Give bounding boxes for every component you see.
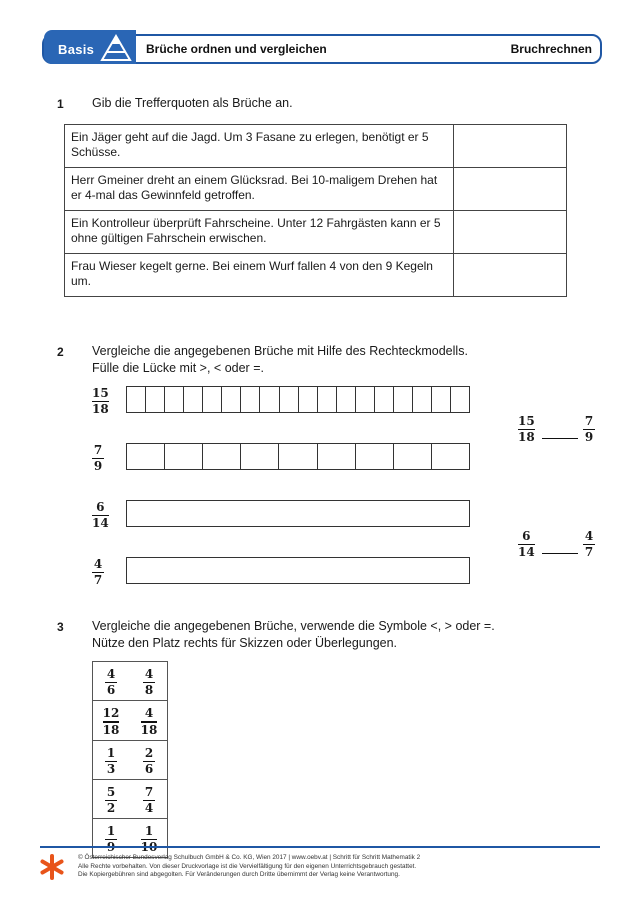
footer-copyright	[78, 854, 578, 880]
task3-instruction-line1: Vergleiche die angegebenen Brüche, verwende die Symbole <, > oder =.	[92, 619, 495, 633]
table-row	[65, 168, 567, 211]
table-row	[65, 211, 567, 254]
task1-answer-cell[interactable]	[454, 254, 567, 297]
task1-row-text: Ein Jäger geht auf die Jagd. Um 3 Fasane zu erlegen, benötigt er 5 Schüsse.	[65, 125, 454, 168]
rectangle-cell[interactable]	[318, 387, 337, 412]
denominator: 9	[93, 459, 103, 474]
task2-number: 2	[57, 345, 64, 359]
numerator: 7	[584, 414, 594, 428]
task3-instruction-line2: Nütze den Platz rechts für Skizzen oder Überlegungen.	[92, 636, 398, 650]
footer-line: © Österreichischer Bundesverlag Schulbuch GmbH & Co. KG, Wien 2017 | www.oebv.at | Schritt für Schritt Mathematik 2	[78, 854, 421, 861]
rectangle-cell[interactable]	[394, 387, 413, 412]
fraction: $\frac{4}{18}$	[140, 706, 158, 737]
denominator: 9	[584, 430, 594, 445]
task1-number: 1	[57, 97, 64, 111]
fraction: 1	[141, 825, 158, 854]
fraction: $\frac{2}{6}$	[144, 745, 154, 776]
rectangle-cell[interactable]	[165, 387, 184, 412]
worksheet-title: Brüche ordnen und vergleichen	[146, 42, 327, 56]
footer-line: Die Kopiergebühren sind abgegolten. Für Veränderungen durch Dritte übernimmt der Verlag keine Verantwortung.	[78, 871, 400, 879]
rectangle-cell[interactable]	[203, 444, 241, 469]
table-row	[93, 779, 168, 818]
fraction-6-14	[92, 501, 109, 530]
rectangle-cell[interactable]	[451, 387, 469, 412]
numerator: 15	[92, 386, 109, 400]
rectangle-cell[interactable]	[184, 387, 203, 412]
task2-instruction-line1: Vergleiche die angegebenen Brüche mit Hilfe des Rechteckmodells.	[92, 344, 468, 358]
task1-answer-cell[interactable]	[454, 211, 567, 254]
footer-divider	[40, 846, 600, 848]
rectangle-cell[interactable]	[146, 387, 165, 412]
rectangle-cell[interactable]	[413, 387, 432, 412]
task1-answer-cell[interactable]	[454, 168, 567, 211]
task3-number: 3	[57, 620, 64, 634]
numerator: 4	[584, 529, 594, 543]
numerator: 6	[522, 529, 531, 543]
rectangle-cell[interactable]	[222, 387, 241, 412]
rectangle-cell[interactable]	[127, 387, 146, 412]
denominator: 14	[518, 545, 535, 560]
table-row	[93, 701, 168, 740]
rectangle-cell[interactable]	[337, 387, 356, 412]
task1-table	[64, 124, 567, 297]
rectangle-cell[interactable]	[280, 387, 299, 412]
rectangle-model-18[interactable]	[126, 386, 470, 413]
rectangle-model-9[interactable]	[126, 443, 470, 470]
comparison2-right-fraction	[583, 530, 595, 559]
rectangle-model-empty[interactable]	[126, 500, 470, 527]
table-row	[93, 819, 168, 858]
rectangle-cell[interactable]	[375, 387, 394, 412]
denominator: 14	[92, 516, 109, 531]
task1-instruction: Gib die Trefferquoten als Brüche an.	[92, 96, 293, 110]
comparison2-left-fraction	[518, 530, 535, 559]
rectangle-cell[interactable]	[318, 444, 356, 469]
rectangle-cell[interactable]	[203, 387, 222, 412]
denominator: 7	[93, 573, 103, 588]
footer-line: Alle Rechte vorbehalten. Von dieser Druckvorlage ist die Vervielfältigung für den eigenen Unterrichtsgebrauch gestattet.	[78, 862, 417, 870]
rectangle-cell[interactable]	[241, 387, 260, 412]
fraction-15-18	[92, 387, 109, 416]
task1-row-text: Herr Gmeiner dreht an einem Glücksrad. Bei 10-maligem Drehen hat er 4-mal das Gewinnfeld getroffen.	[65, 168, 454, 211]
fraction: $\frac{5}{2}$	[106, 784, 116, 816]
denominator: 7	[584, 545, 594, 560]
rectangle-cell[interactable]	[394, 444, 432, 469]
task1-row-text: Frau Wieser kegelt gerne. Bei einem Wurf fallen 4 von den 9 Kegeln um.	[65, 254, 454, 297]
fraction: 1	[105, 825, 117, 854]
rectangle-cell[interactable]	[127, 444, 165, 469]
table-row	[93, 662, 168, 701]
fraction: $\frac{7}{4}$	[144, 784, 154, 816]
rectangle-cell[interactable]	[356, 387, 375, 412]
fraction: $\frac{4}{6}$	[106, 667, 116, 698]
publisher-logo-icon	[38, 852, 66, 882]
table-row	[65, 125, 567, 168]
task1-answer-cell[interactable]	[454, 125, 567, 168]
rectangle-cell[interactable]	[432, 387, 451, 412]
level-badge-label: Basis	[58, 42, 95, 57]
rectangle-cell[interactable]	[432, 444, 469, 469]
denominator: 18	[518, 430, 535, 445]
task2-instruction-line2: Fülle die Lücke mit >, < oder =.	[92, 361, 264, 375]
worksheet-topic: Bruchrechnen	[510, 42, 592, 56]
numerator: 6	[96, 500, 105, 514]
numerator: 4	[93, 557, 103, 571]
fraction: $\frac{12}{18}$	[102, 706, 120, 737]
fraction-7-9	[92, 444, 104, 473]
rectangle-cell[interactable]	[241, 444, 279, 469]
task3-table	[92, 661, 168, 858]
fraction: $\frac{1}{3}$	[106, 745, 116, 776]
comparison2-gap-line[interactable]	[542, 553, 578, 554]
denominator: 18	[92, 402, 109, 417]
table-row	[65, 254, 567, 297]
fraction: $\frac{4}{8}$	[144, 667, 154, 698]
rectangle-cell[interactable]	[165, 444, 203, 469]
triangle-level-icon	[100, 34, 132, 62]
rectangle-cell[interactable]	[356, 444, 394, 469]
rectangle-cell[interactable]	[260, 387, 279, 412]
numerator: 7	[93, 443, 103, 457]
comparison1-gap-line[interactable]	[542, 438, 578, 439]
rectangle-cell[interactable]	[279, 444, 317, 469]
fraction-4-7	[92, 558, 104, 587]
table-row	[93, 740, 168, 779]
task1-row-text: Ein Kontrolleur überprüft Fahrscheine. Unter 12 Fahrgästen kann er 5 ohne gültigen Fahrschein erwischen.	[65, 211, 454, 254]
comparison1-left-fraction	[518, 415, 535, 444]
comparison1-right-fraction	[583, 415, 595, 444]
numerator: 15	[518, 414, 535, 428]
rectangle-cell[interactable]	[299, 387, 318, 412]
rectangle-model-empty[interactable]	[126, 557, 470, 584]
